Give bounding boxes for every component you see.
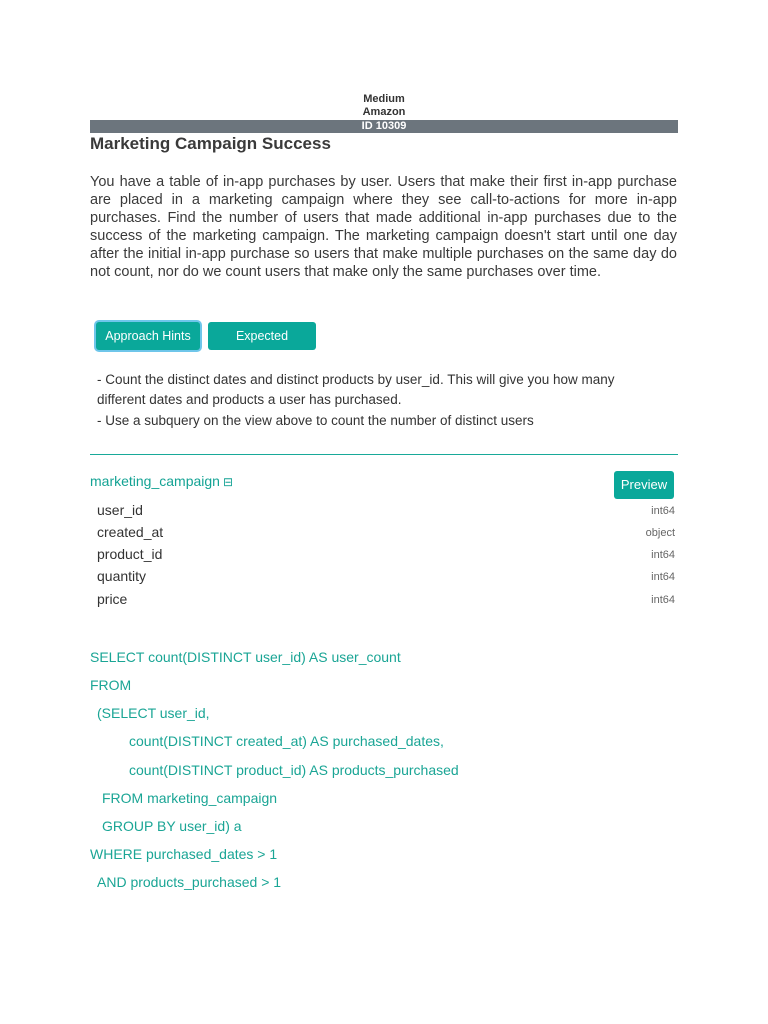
- preview-button[interactable]: Preview: [614, 471, 674, 499]
- column-name: created_at: [97, 524, 164, 540]
- sql-line: GROUP BY user_id) a: [102, 818, 242, 834]
- table-name: marketing_campaign: [90, 473, 220, 489]
- column-type: int64: [651, 571, 675, 583]
- sql-line: (SELECT user_id,: [97, 705, 210, 721]
- column-type: int64: [651, 549, 675, 561]
- page-title: Marketing Campaign Success: [90, 134, 331, 153]
- collapse-icon[interactable]: ⊟: [222, 475, 234, 489]
- schema-row: [97, 589, 675, 611]
- schema-row: [97, 566, 675, 588]
- sql-line: WHERE purchased_dates > 1: [90, 846, 278, 862]
- sql-line: FROM: [90, 677, 132, 693]
- sql-line: FROM marketing_campaign: [102, 790, 278, 806]
- hint-line: - Count the distinct dates and distinct products by user_id. This will give you how many: [97, 372, 615, 387]
- question-id-bar: ID 10309: [90, 120, 678, 133]
- column-type: object: [645, 527, 675, 539]
- column-name: quantity: [97, 568, 147, 584]
- schema-row: [97, 544, 675, 566]
- approach-hints-button[interactable]: Approach Hints: [96, 322, 200, 350]
- expected-output-button[interactable]: Expected Output: [208, 322, 316, 350]
- schema-row: [97, 500, 675, 522]
- difficulty-label: Medium: [363, 93, 405, 105]
- column-name: user_id: [97, 502, 143, 518]
- company-label: Amazon: [362, 106, 406, 118]
- column-type: int64: [651, 505, 675, 517]
- hint-line: - Use a subquery on the view above to count the number of distinct users: [97, 413, 534, 428]
- column-name: price: [97, 591, 128, 607]
- column-type: int64: [651, 594, 675, 606]
- column-name: product_id: [97, 546, 163, 562]
- question-description: You have a table of in-app purchases by user. Users that make their first in-app purchase are placed in a marketing campaign where they see call-to-actions for more in-app purchases. Find the number of users that made additional in-app purchases due to the success of the marketing campaign. The marketing campaign doesn't start until one day after the initial in-app purchase so users that make multiple purchases on the same day do not count, nor do we count users that make only the same purchases over time.: [90, 174, 677, 280]
- table-name-link[interactable]: [90, 473, 233, 489]
- sql-line: SELECT count(DISTINCT user_id) AS user_count: [90, 649, 401, 665]
- sql-line: count(DISTINCT created_at) AS purchased_dates,: [129, 733, 444, 749]
- sql-line: count(DISTINCT product_id) AS products_purchased: [129, 762, 459, 778]
- section-divider: [90, 454, 678, 455]
- hint-line: different dates and products a user has purchased.: [97, 392, 402, 407]
- schema-row: [97, 522, 675, 544]
- sql-line: AND products_purchased > 1: [97, 874, 282, 890]
